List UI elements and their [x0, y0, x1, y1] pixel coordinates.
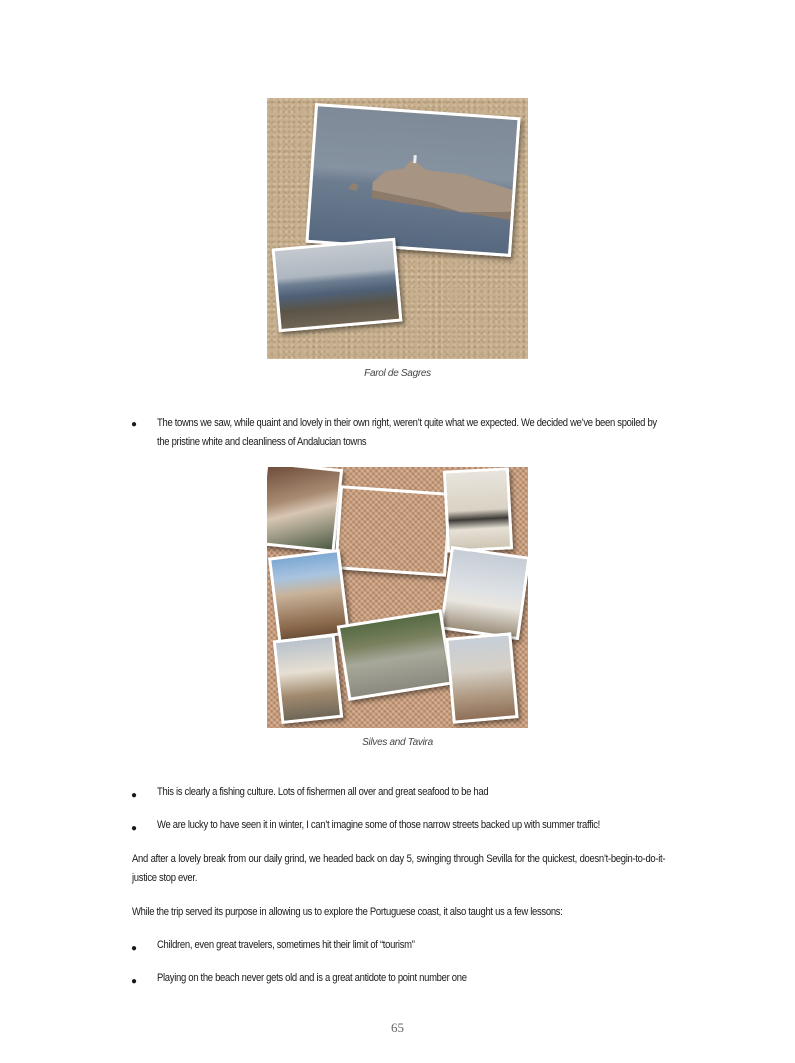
body-paragraph: While the trip served its purpose in allowing us to explore the Portuguese coast, it also taught us a few lessons: [132, 906, 563, 918]
bullet-dot: ● [131, 790, 138, 801]
narrow-street-photo [273, 634, 343, 724]
figure-caption: Farol de Sagres [364, 368, 431, 379]
figure-caption: Silves and Tavira [362, 737, 433, 748]
rocky-coast-photo [272, 238, 403, 332]
page-number: 65 [391, 1020, 404, 1035]
white-town-photo [440, 546, 528, 640]
lighthouse-cliff-photo [305, 103, 520, 257]
river-view-photo [337, 609, 454, 701]
street-facade-photo [267, 467, 343, 553]
silves-tavira-collage [267, 467, 528, 728]
bullet-dot: ● [131, 823, 138, 834]
bullet-text: This is clearly a fishing culture. Lots of fishermen all over and great seafood to be had [157, 786, 489, 798]
bullet-dot: ● [131, 976, 138, 987]
clock-tower-photo [445, 632, 518, 723]
bullet-text: The towns we saw, while quaint and lovely in their own right, weren’t quite what we expected. We decided we’ve been spoiled by the pristine white and cleanliness of Andalucian towns [157, 417, 657, 448]
bullet-dot: ● [131, 419, 138, 430]
bullet-text: We are lucky to have seen it in winter, I can’t imagine some of those narrow streets backed up with summer traffic! [157, 819, 600, 831]
body-paragraph: And after a lovely break from our daily grind, we headed back on day 5, swinging through Sevilla for the quickest, doesn’t-begin-to-do-it-justice stop ever. [132, 853, 666, 884]
bullet-text: Playing on the beach never gets old and is a great antidote to point number one [157, 972, 467, 984]
bullet-text: Children, even great travelers, sometimes hit their limit of “tourism” [157, 939, 415, 951]
town-rooftops-photo [334, 485, 452, 577]
bullet-dot: ● [131, 943, 138, 954]
balcony-window-photo [443, 467, 513, 552]
sagres-collage [267, 98, 528, 359]
